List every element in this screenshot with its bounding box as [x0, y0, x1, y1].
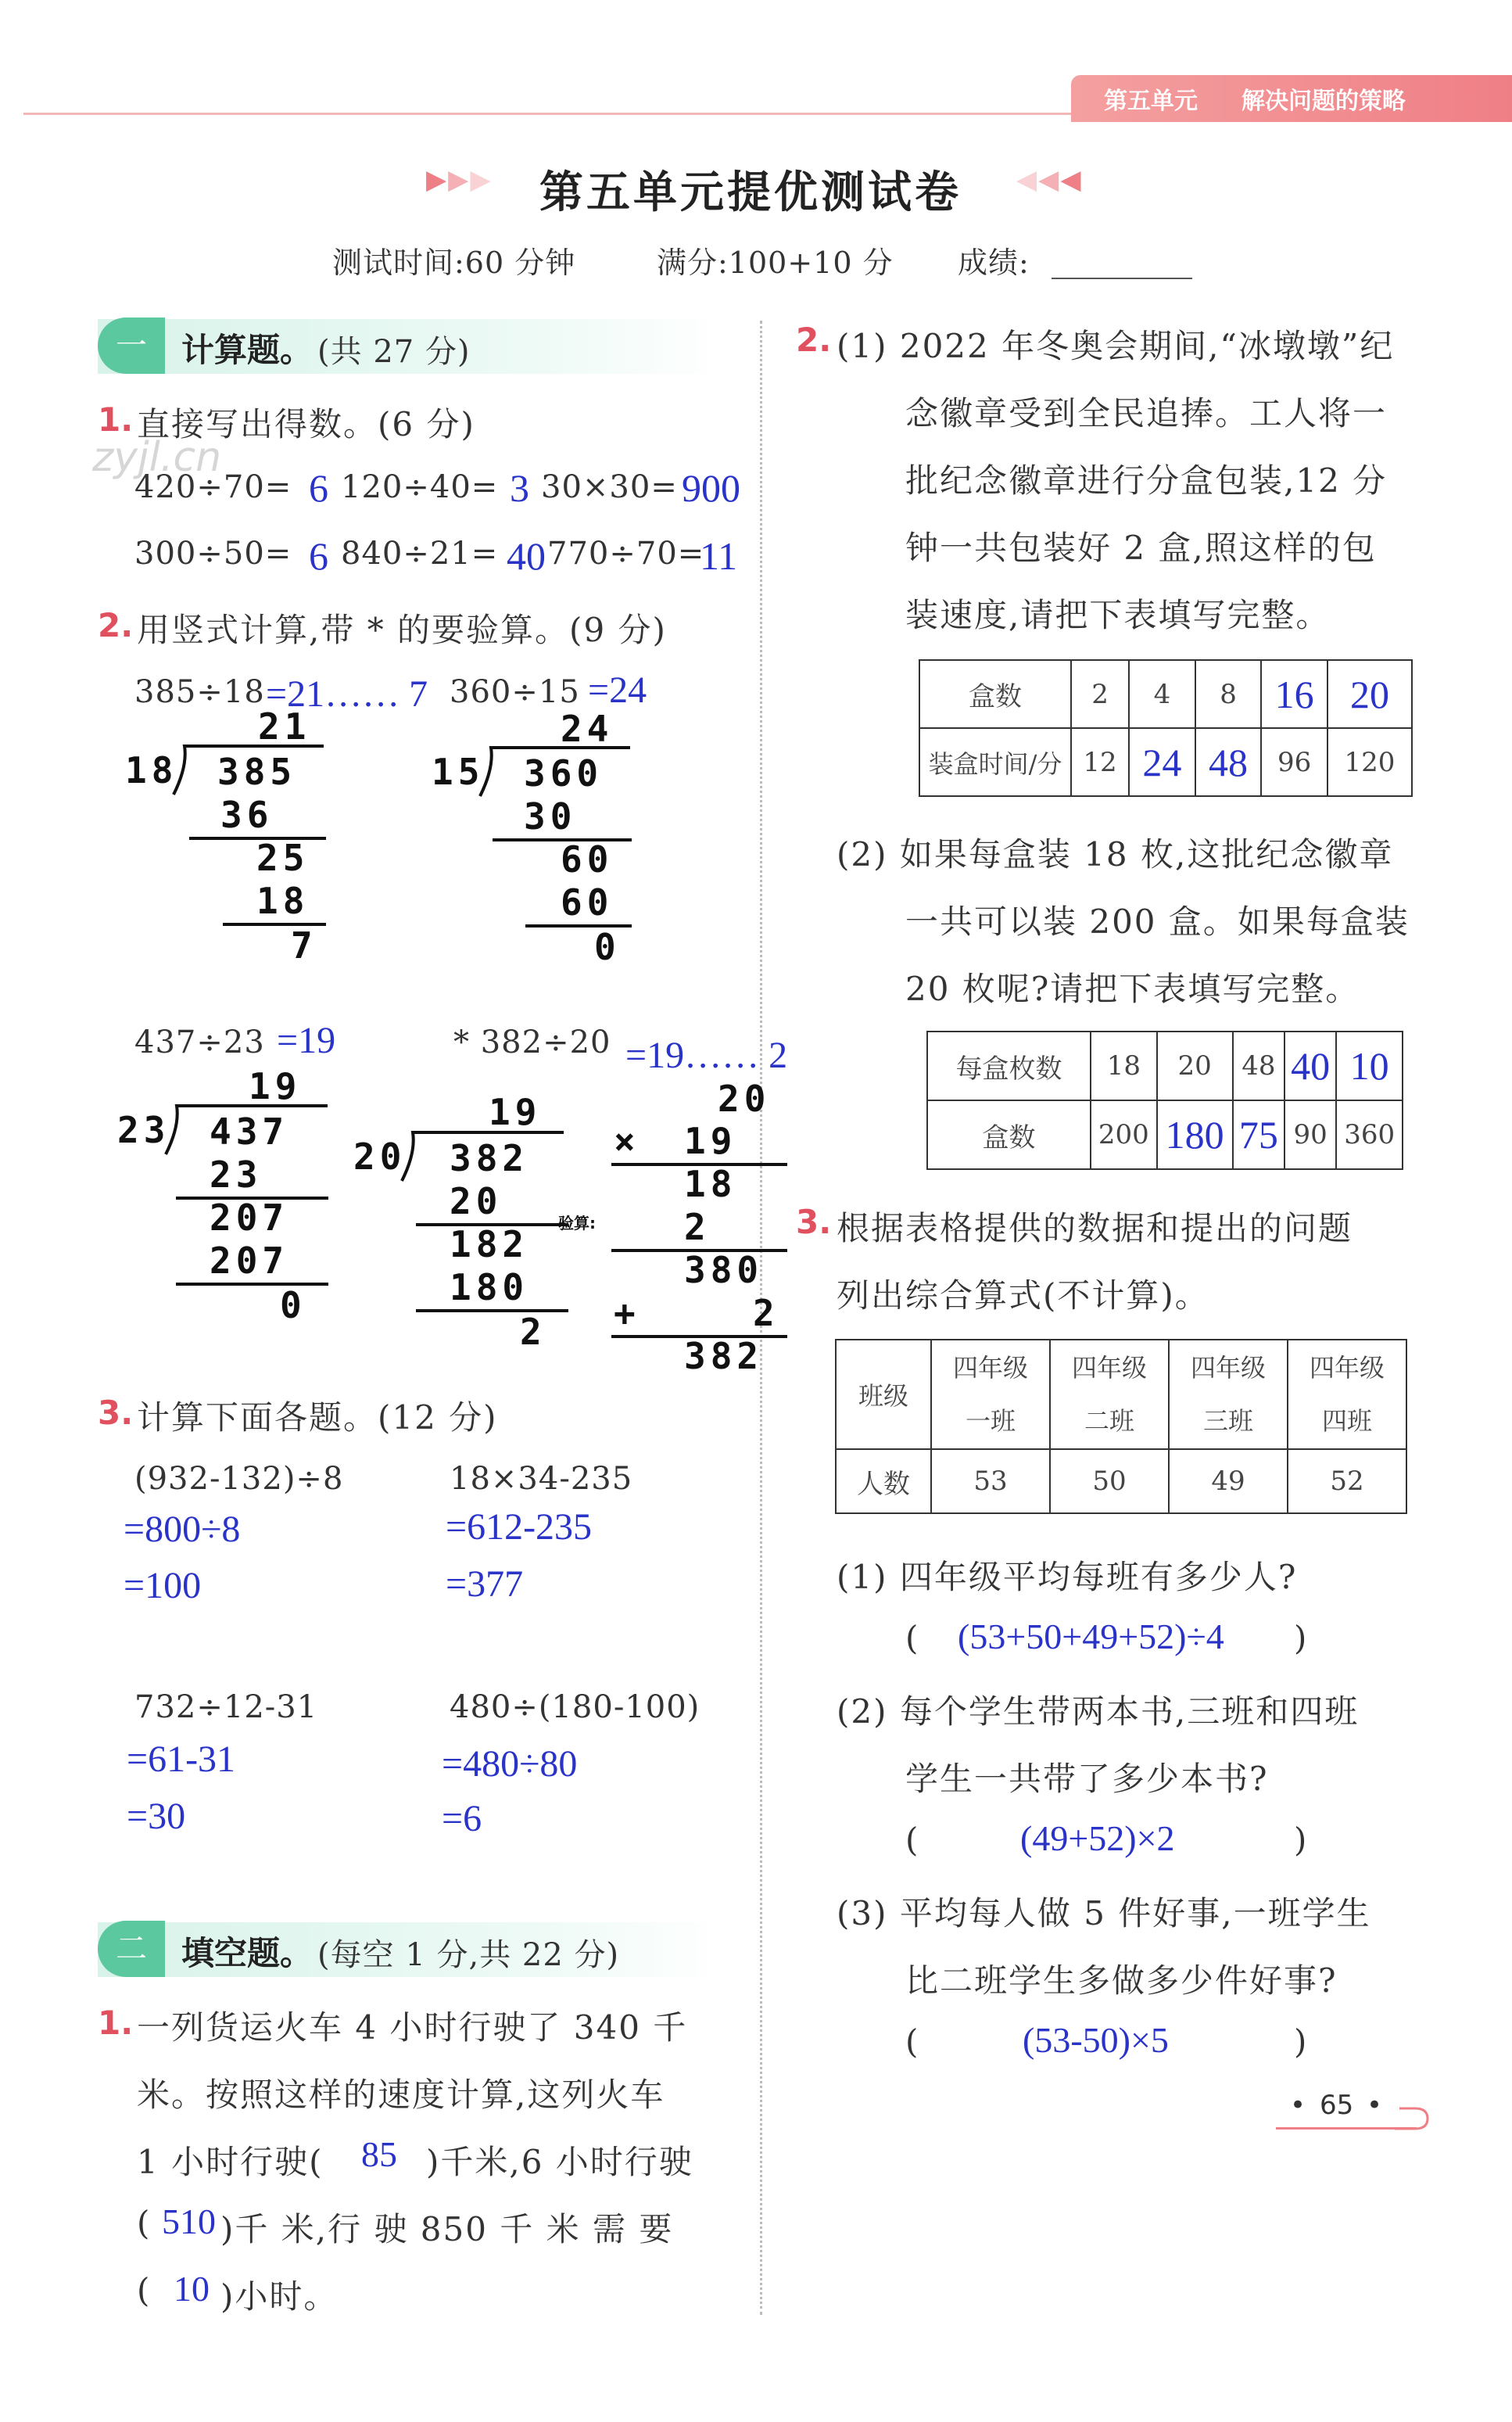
s1-q2d-step2: 180 — [450, 1266, 529, 1308]
t1-answer-cell[interactable]: 20 — [1327, 660, 1412, 728]
t2-cell: 48 — [1233, 1032, 1284, 1100]
s2-q1-line2: 米。按照这样的速度计算,这列火车 — [137, 2076, 665, 2114]
s1-q2b-step2: 60 — [561, 881, 614, 924]
t1-cell: 12 — [1071, 728, 1129, 796]
s1-q3-step-3a: =61-31 — [127, 1738, 236, 1780]
r-q3-line2: 列出综合算式(不计算)。 — [837, 1276, 1209, 1315]
section2-title: 填空题。 — [181, 1934, 314, 1972]
s1-q2c-step2: 207 — [210, 1240, 289, 1282]
check-m2: 19 — [684, 1120, 737, 1162]
r-q2-p2-line1: (2) 如果每盒装 18 枚,这批纪念徽章 — [837, 835, 1394, 874]
r-q3-sub1-close: ) — [1294, 1619, 1309, 1657]
r-q2-p1-line4: 钟一共包装好 2 盒,照这样的包 — [905, 529, 1377, 567]
s1-q1-number: 1. — [98, 400, 134, 439]
t3-class-grade: 四年级 — [1071, 1353, 1147, 1383]
t2-answer-cell[interactable]: 10 — [1336, 1032, 1403, 1100]
s1-q3-step-1b: =100 — [124, 1565, 202, 1606]
s1-q2a-quotient: 21 — [258, 705, 311, 748]
s1-q2d-rem1: 182 — [450, 1223, 529, 1265]
t1-answer-cell[interactable]: 24 — [1129, 728, 1195, 796]
header-topic: 解决问题的策略 — [1241, 88, 1406, 115]
t1-cell: 2 — [1071, 660, 1129, 728]
r-q3-sub2-line2: 学生一共带了多少本书? — [905, 1760, 1269, 1798]
s1-q2a-divisor: 18 — [125, 749, 178, 791]
s1-q1-expr-4: 300÷50= — [134, 536, 292, 572]
header-unit: 第五单元 — [1104, 88, 1198, 115]
s2-q1-line5b: )小时。 — [220, 2277, 339, 2316]
check-m1: 20 — [718, 1078, 771, 1120]
section2-score: (每空 1 分,共 22 分) — [317, 1937, 620, 1973]
page-number-dot-left: • — [1290, 2090, 1306, 2121]
s1-q1-expr-2: 120÷40= — [341, 469, 499, 505]
s1-q3-step-2a: =612-235 — [446, 1506, 593, 1548]
s2-q1-line4b: )千 米,行 驶 850 千 米 需 要 — [220, 2210, 674, 2248]
s1-q3-step-4b: =6 — [442, 1798, 482, 1839]
check-p3: 380 — [684, 1249, 764, 1291]
s1-q1-expr-5: 840÷21= — [341, 536, 499, 572]
t2-cell: 18 — [1091, 1032, 1157, 1100]
t1-cell: 4 — [1129, 660, 1195, 728]
s1-q2a-step1: 36 — [220, 794, 274, 836]
page-number-curl — [1392, 2105, 1431, 2132]
s1-q1-expr-6: 770÷70= — [547, 536, 705, 572]
s1-q2a-step2: 18 — [256, 880, 310, 922]
s1-q2a-expr: 385÷18 — [134, 674, 265, 710]
s1-q2-number: 2. — [98, 606, 134, 644]
r-q2-p2-line2: 一共可以装 200 盒。如果每盒装 — [905, 902, 1410, 941]
t1-answer-cell[interactable]: 16 — [1261, 660, 1327, 728]
r-q3-number: 3. — [796, 1203, 832, 1241]
check-add: 2 — [753, 1292, 779, 1334]
t3-class-grade: 四年级 — [1309, 1353, 1385, 1383]
r-q2-p1-line2: 念徽章受到全民追捧。工人将一 — [905, 394, 1388, 432]
s2-q1-line3b: )千米,6 小时行驶 — [426, 2143, 693, 2181]
t2-cell: 20 — [1157, 1032, 1233, 1100]
s1-q2c-dividend: 437 — [210, 1111, 289, 1153]
s1-q2d-expr: * 382÷20 — [453, 1024, 611, 1060]
title-arrows-right: ◀◀◀ — [1016, 164, 1083, 196]
s1-q2c-divisor: 23 — [117, 1109, 170, 1151]
page-title: 第五单元提优测试卷 — [539, 167, 962, 218]
info-time: 测试时间:60 分钟 — [332, 246, 576, 280]
s1-q3-number: 3. — [98, 1394, 134, 1432]
t3-count: 50 — [1050, 1449, 1169, 1513]
s2-q1-answer3: 10 — [174, 2269, 210, 2309]
s2-q1-number: 1. — [98, 2004, 134, 2042]
s2-q1-answer2: 510 — [162, 2201, 216, 2241]
s1-q2c-rem1: 207 — [210, 1197, 289, 1239]
s1-q1-ans-6: 11 — [700, 534, 738, 578]
s1-q2d-dividend: 382 — [450, 1137, 529, 1179]
r-q2-p1-line1: (1) 2022 年冬奥会期间,“冰墩墩”纪 — [837, 327, 1395, 365]
s1-q1-expr-3: 30×30= — [541, 469, 678, 505]
s1-q2b-divisor: 15 — [432, 751, 485, 793]
s1-q2c-expr: 437÷23 — [134, 1024, 265, 1060]
t2-row1-label: 每盒枚数 — [927, 1032, 1091, 1100]
s1-q2a-dividend: 385 — [217, 751, 297, 793]
t3-class-header — [1050, 1340, 1169, 1449]
s1-q2c-rem2: 0 — [280, 1284, 306, 1326]
check-op: × — [614, 1120, 640, 1162]
page-number-dot-right: • — [1367, 2090, 1383, 2121]
r-q3-sub2-open: ( — [905, 1821, 920, 1859]
t1-answer-cell[interactable]: 48 — [1195, 728, 1262, 796]
check-label: 验算: — [558, 1214, 596, 1233]
t3-class-header — [931, 1340, 1050, 1449]
t1-row1-label: 盒数 — [919, 660, 1071, 728]
r-q3-line1: 根据表格提供的数据和提出的问题 — [837, 1209, 1353, 1247]
table-class-counts — [835, 1339, 1407, 1514]
s1-q2d-step1: 20 — [450, 1180, 503, 1222]
s1-q3-step-1a: =800÷8 — [124, 1509, 241, 1550]
section2-number: 二 — [98, 1921, 165, 1977]
s1-q2c-quotient: 19 — [249, 1065, 302, 1107]
t3-count: 52 — [1288, 1449, 1406, 1513]
r-q3-sub3-line2: 比二班学生多做多少件好事? — [905, 1961, 1338, 2000]
section1-title: 计算题。 — [181, 331, 314, 369]
s1-q3-expr-1: (932-132)÷8 — [134, 1461, 344, 1497]
table-pieces-boxes — [926, 1031, 1403, 1170]
check-p1: 18 — [684, 1163, 737, 1205]
r-q3-sub3-close: ) — [1294, 2022, 1309, 2061]
s2-q1-line4-open: ( — [137, 2204, 152, 2242]
t2-cell: 200 — [1091, 1100, 1157, 1169]
s1-q2b-rem2: 0 — [594, 926, 621, 968]
t3-class-header — [1169, 1340, 1288, 1449]
t3-class-name: 三班 — [1202, 1406, 1253, 1436]
s1-q2a-rem2: 7 — [291, 924, 317, 967]
r-q3-answer3[interactable]: (53-50)×5 — [1023, 2020, 1169, 2060]
title-arrows-left: ▶▶▶ — [426, 164, 493, 196]
s1-q2a-rem1: 25 — [256, 837, 310, 879]
t1-cell: 8 — [1195, 660, 1262, 728]
t2-answer-cell[interactable]: 40 — [1284, 1032, 1336, 1100]
s2-q1-line1: 一列货运火车 4 小时行驶了 340 千 — [137, 2008, 688, 2047]
r-q2-p1-line3: 批纪念徽章进行分盒包装,12 分 — [905, 461, 1388, 500]
s1-q1-ans-2: 3 — [510, 466, 529, 510]
check-p2: 2 — [684, 1206, 711, 1248]
table-boxes-time — [919, 659, 1413, 797]
s1-q2-text: 用竖式计算,带 * 的要验算。(9 分) — [137, 611, 667, 649]
t3-count: 53 — [931, 1449, 1050, 1513]
t2-answer-cell[interactable]: 75 — [1233, 1100, 1284, 1169]
page-number: 65 — [1320, 2090, 1354, 2121]
s1-q3-expr-3: 732÷12-31 — [134, 1689, 318, 1725]
section1-score: (共 27 分) — [317, 334, 471, 370]
s2-q1-line3a: 1 小时行驶( — [137, 2143, 324, 2181]
t1-row2-label: 装盒时间/分 — [919, 728, 1071, 796]
t3-row-label: 人数 — [836, 1449, 931, 1513]
watermark: zyjl.cn — [92, 434, 222, 481]
s1-q2c-step1: 23 — [210, 1154, 263, 1196]
s1-q2d-divisor: 20 — [353, 1136, 407, 1178]
t1-cell: 120 — [1327, 728, 1412, 796]
s1-q1-ans-1: 6 — [309, 466, 328, 510]
r-q3-sub1: (1) 四年级平均每班有多少人? — [837, 1558, 1298, 1596]
t3-class-grade: 四年级 — [1190, 1353, 1266, 1383]
t2-answer-cell[interactable]: 180 — [1157, 1100, 1233, 1169]
section1-number: 一 — [98, 318, 165, 374]
r-q3-sub3-open: ( — [905, 2022, 920, 2061]
check-plus: + — [614, 1292, 640, 1334]
s1-q3-text: 计算下面各题。(12 分) — [137, 1398, 498, 1437]
s1-q2b-step1: 30 — [524, 795, 577, 838]
r-q2-p2-line3: 20 枚呢?请把下表填写完整。 — [905, 970, 1360, 1008]
t3-class-header — [1288, 1340, 1406, 1449]
r-q2-number: 2. — [796, 321, 832, 359]
r-q3-sub1-open: ( — [905, 1619, 920, 1657]
s1-q1-ans-5: 40 — [507, 534, 546, 578]
t2-cell: 90 — [1284, 1100, 1336, 1169]
r-q3-answer2[interactable]: (49+52)×2 — [1020, 1818, 1175, 1858]
s2-q1-answer1: 85 — [361, 2134, 397, 2174]
s1-q1-expr-1: 420÷70= — [134, 469, 292, 505]
info-grade: 成绩: — [958, 246, 1030, 280]
info-score: 满分:100+10 分 — [657, 246, 894, 280]
t3-class-grade: 四年级 — [952, 1353, 1028, 1383]
s1-q1-text: 直接写出得数。(6 分) — [137, 405, 475, 443]
r-q3-sub3-line1: (3) 平均每人做 5 件好事,一班学生 — [837, 1894, 1371, 1932]
grade-blank[interactable] — [1052, 278, 1192, 279]
s1-q3-step-3b: =30 — [127, 1796, 186, 1837]
s2-q1-line5-open: ( — [137, 2271, 152, 2309]
r-q2-p1-line5: 装速度,请把下表填写完整。 — [905, 596, 1331, 634]
t3-head-label: 班级 — [836, 1340, 931, 1449]
t1-cell: 96 — [1261, 728, 1327, 796]
s1-q2b-expr: 360÷15 — [450, 674, 580, 710]
header-rule — [23, 113, 1071, 115]
s1-q2b-rem1: 60 — [561, 838, 614, 881]
s1-q3-expr-4: 480÷(180-100) — [450, 1689, 700, 1725]
t2-cell: 360 — [1336, 1100, 1403, 1169]
s1-q2a-ans: =21…… 7 — [266, 673, 428, 715]
s1-q2b-quotient: 24 — [561, 708, 614, 750]
s1-q3-step-2b: =377 — [446, 1563, 524, 1605]
t3-class-name: 一班 — [965, 1406, 1016, 1436]
r-q3-sub2-close: ) — [1294, 1821, 1309, 1859]
s1-q1-ans-4: 6 — [309, 534, 328, 578]
s1-q2c-ans: =19 — [277, 1020, 336, 1061]
r-q3-sub2-line1: (2) 每个学生带两本书,三班和四班 — [837, 1692, 1360, 1731]
t2-row2-label: 盒数 — [927, 1100, 1091, 1169]
s1-q2d-quotient: 19 — [489, 1091, 542, 1133]
t3-class-name: 四班 — [1321, 1406, 1372, 1436]
s1-q3-step-4a: =480÷80 — [442, 1743, 578, 1785]
s1-q2d-rem2: 2 — [520, 1311, 546, 1353]
s1-q1-ans-3: 900 — [682, 466, 740, 510]
s1-q2b-ans: =24 — [588, 669, 647, 711]
check-sum: 382 — [684, 1335, 764, 1377]
t3-count: 49 — [1169, 1449, 1288, 1513]
r-q3-answer1[interactable]: (53+50+49+52)÷4 — [958, 1616, 1224, 1656]
s1-q2b-dividend: 360 — [524, 752, 604, 795]
s1-q2d-ans: =19…… 2 — [625, 1035, 788, 1076]
t3-class-name: 二班 — [1084, 1406, 1134, 1436]
s1-q3-expr-2: 18×34-235 — [450, 1461, 633, 1497]
